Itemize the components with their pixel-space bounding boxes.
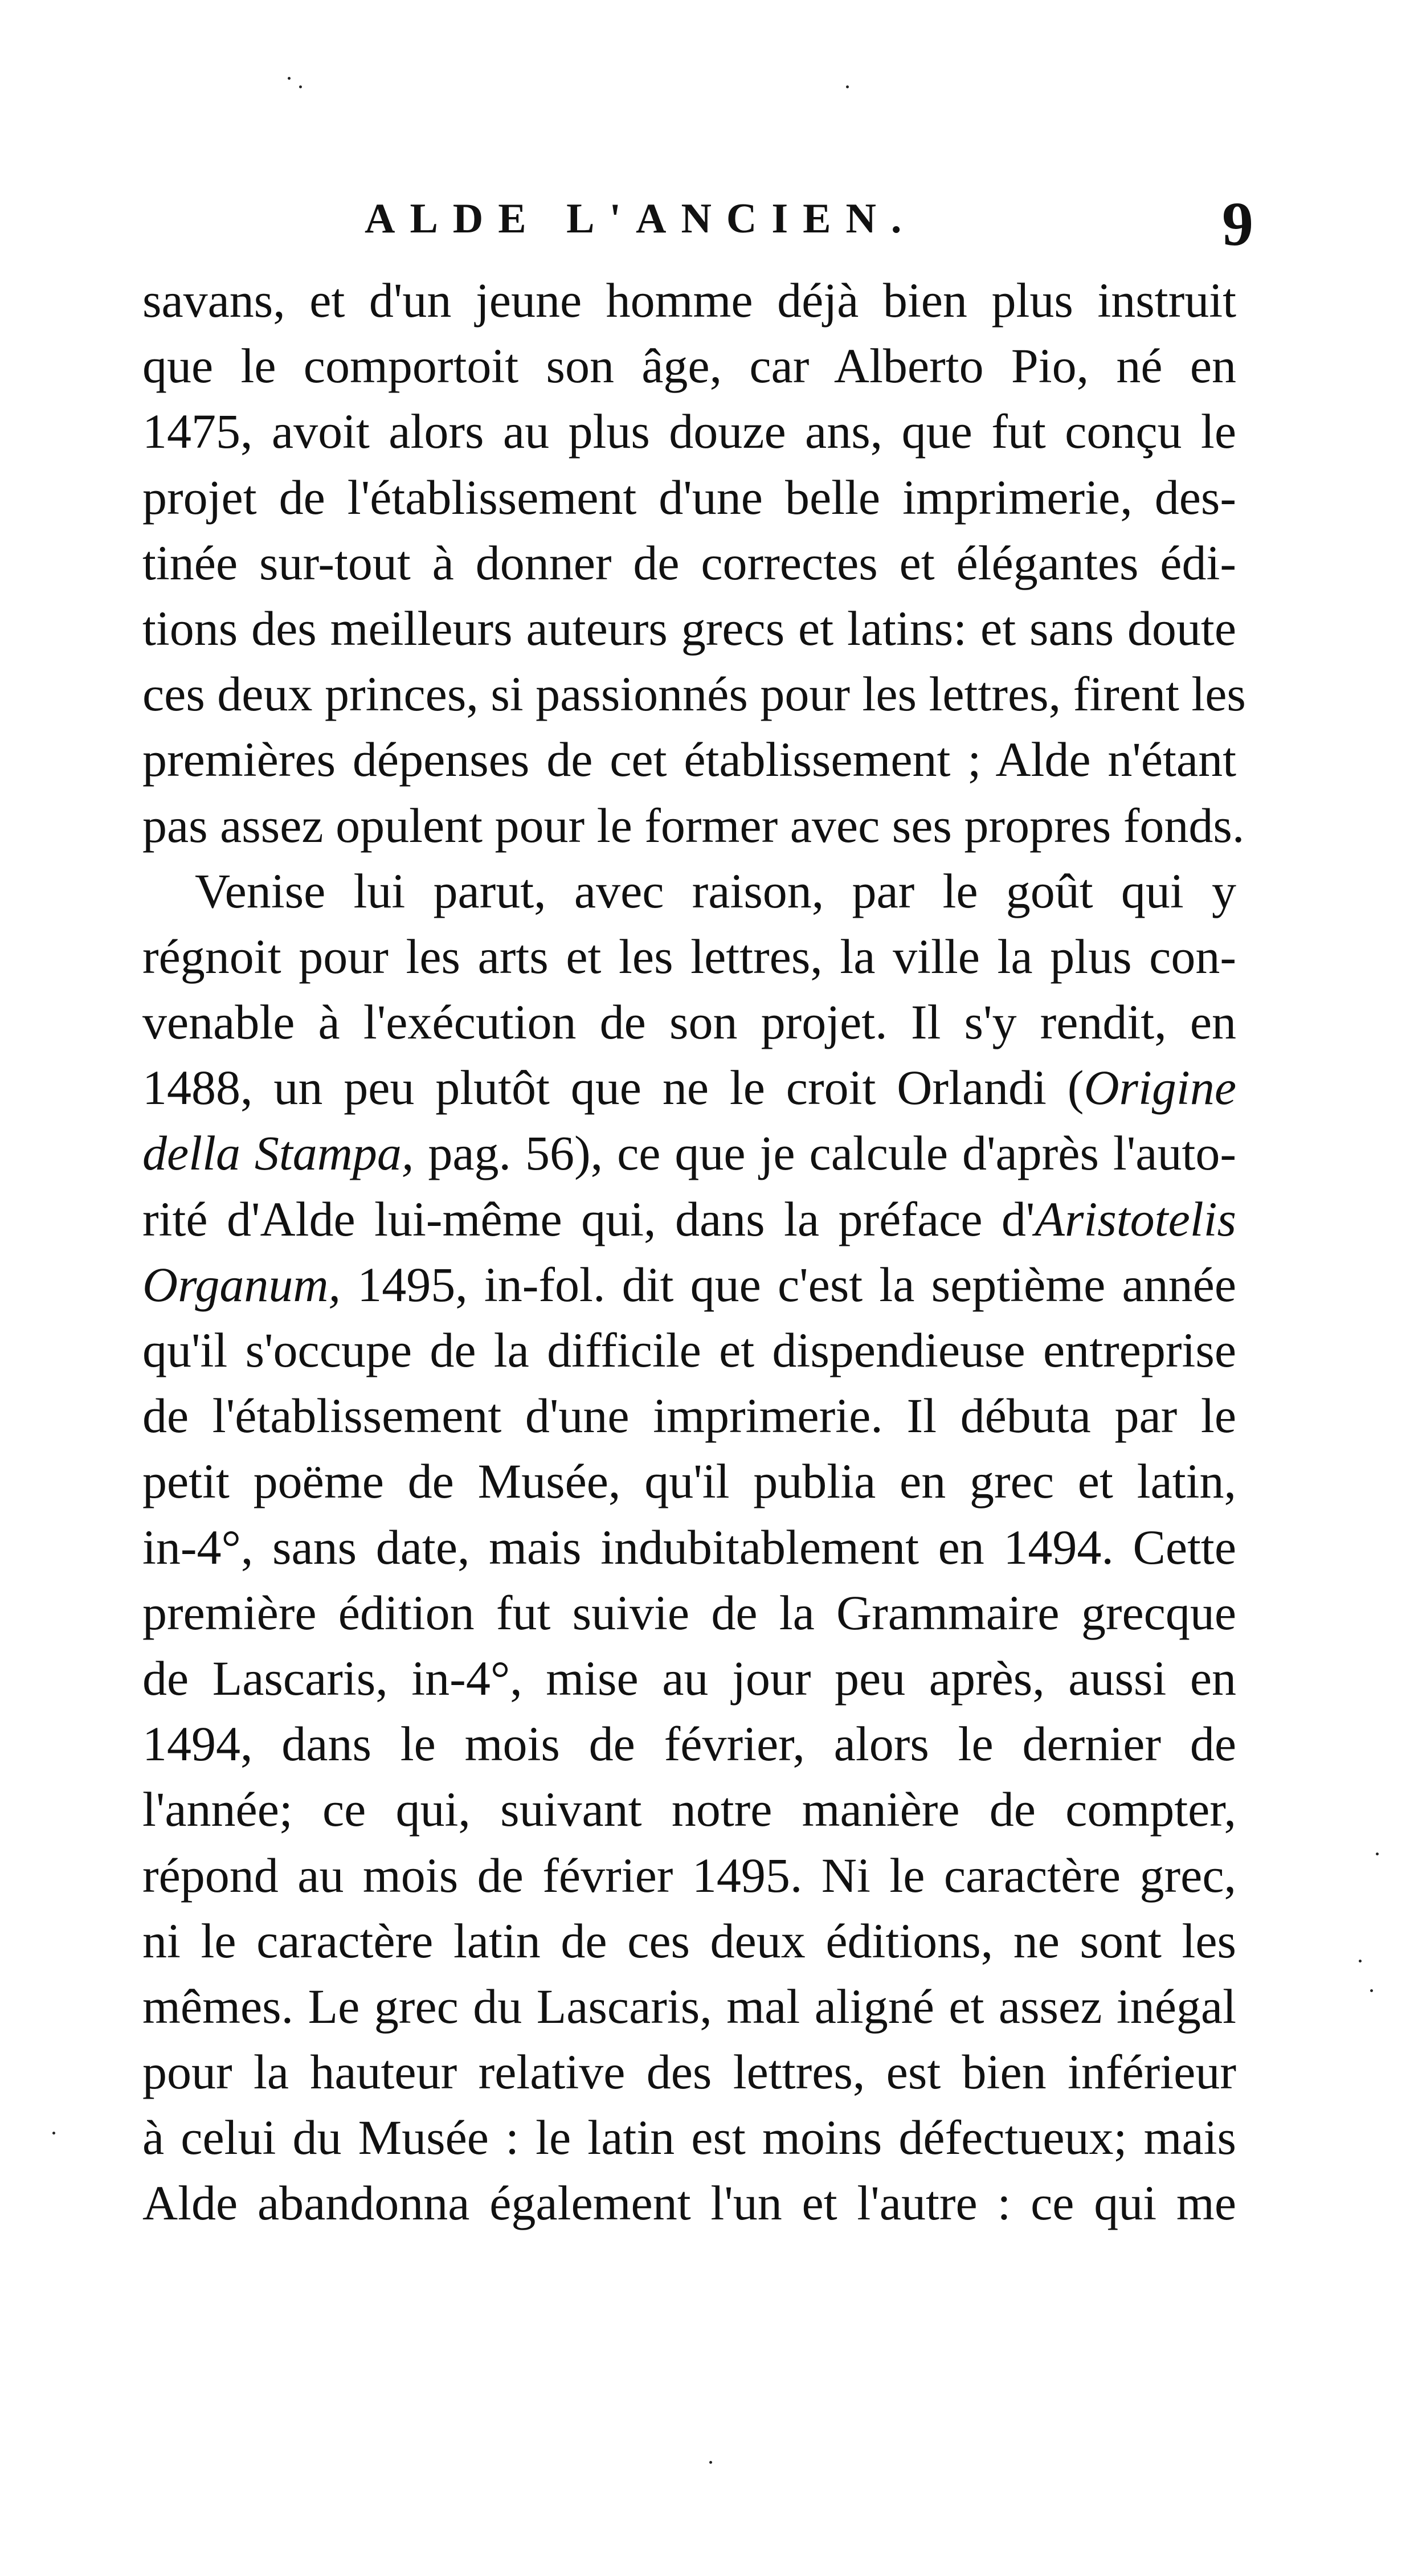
page-header (365, 188, 1253, 273)
italic-title: Aristotelis (1035, 1191, 1236, 1246)
text-line: de l'établissement d'une imprimerie. Il débuta par le (142, 1388, 1236, 1444)
text-line: ces deux princes, si passionnés pour les lettres, firent les (142, 667, 1246, 722)
print-speck (52, 2132, 55, 2135)
text-span: 1495, in-fol. dit que c'est la septième année (341, 1257, 1236, 1312)
text-line: 1494, dans le mois de février, alors le dernier de (142, 1716, 1236, 1772)
text-line (142, 1055, 1236, 1121)
text-line: tions des meilleurs auteurs grecs et latins: et sans doute (142, 600, 1236, 656)
print-speck (1376, 1853, 1379, 1855)
text-span: 1488, un peu plutôt que ne le croit Orlandi ( (142, 1060, 1084, 1115)
text-line: Venise lui parut, avec raison, par le goût qui y (195, 863, 1236, 918)
text-span: pag. 56), ce que je calcule d'après l'auto- (414, 1126, 1236, 1181)
print-speck (846, 85, 849, 88)
italic-title: Organum, (142, 1257, 341, 1312)
print-speck (1359, 1960, 1362, 1962)
text-line: projet de l'établissement d'une belle imprimerie, des- (142, 469, 1236, 525)
text-line: de Lascaris, in-4°, mise au jour peu après, aussi en (142, 1650, 1236, 1706)
text-line (142, 1187, 1236, 1252)
print-speck (1370, 1989, 1373, 1992)
text-line: l'année; ce qui, suivant notre manière de compter, (142, 1782, 1236, 1837)
text-line: ni le caractère latin de ces deux éditions, ne sont les (142, 1913, 1236, 1968)
body-text (142, 268, 1246, 2236)
text-line (142, 1252, 1236, 1318)
text-line: répond au mois de février 1495. Ni le caractère grec, (142, 1847, 1236, 1903)
text-line: venable à l'exécution de son projet. Il s'y rendit, en (142, 995, 1236, 1050)
text-line: régnoit pour les arts et les lettres, la ville la plus con- (142, 929, 1236, 984)
text-line: mêmes. Le grec du Lascaris, mal aligné et assez inégal (142, 1978, 1236, 2034)
text-line: premières dépenses de cet établissement ; Alde n'étant (142, 732, 1236, 787)
text-line: Alde abandonna également l'un et l'autre : ce qui me (142, 2176, 1236, 2231)
text-line: pour la hauteur relative des lettres, est bien inférieur (142, 2045, 1236, 2100)
print-speck (288, 77, 291, 80)
italic-title: della Stampa, (142, 1126, 414, 1181)
text-line: pas assez opulent pour le former avec ses propres fonds. (142, 798, 1245, 853)
text-line: qu'il s'occupe de la difficile et dispendieuse entreprise (142, 1323, 1236, 1377)
text-line: in-4°, sans date, mais indubitablement en 1494. Cette (142, 1519, 1236, 1575)
text-line: savans, et d'un jeune homme déjà bien plus instruit (142, 273, 1236, 328)
text-line (142, 1121, 1236, 1186)
text-line: à celui du Musée : le latin est moins défectueux; mais (142, 2110, 1236, 2165)
print-speck (709, 2461, 712, 2464)
text-line: petit poëme de Musée, qu'il publia en grec et latin, (142, 1454, 1236, 1509)
text-line: 1475, avoit alors au plus douze ans, que fut conçu le (142, 404, 1236, 459)
text-line: que le comportoit son âge, car Alberto Pio, né en (142, 338, 1236, 394)
text-line: tinée sur-tout à donner de correctes et élégantes édi- (142, 535, 1236, 590)
running-title: ALDE L'ANCIEN. (365, 195, 917, 242)
text-span: rité d'Alde lui-même qui, dans la préface d' (142, 1191, 1035, 1246)
print-speck (299, 85, 302, 88)
text-line: première édition fut suivie de la Grammaire grecque (142, 1585, 1236, 1640)
page-number: 9 (1222, 189, 1253, 259)
italic-title: Origine (1084, 1060, 1236, 1115)
